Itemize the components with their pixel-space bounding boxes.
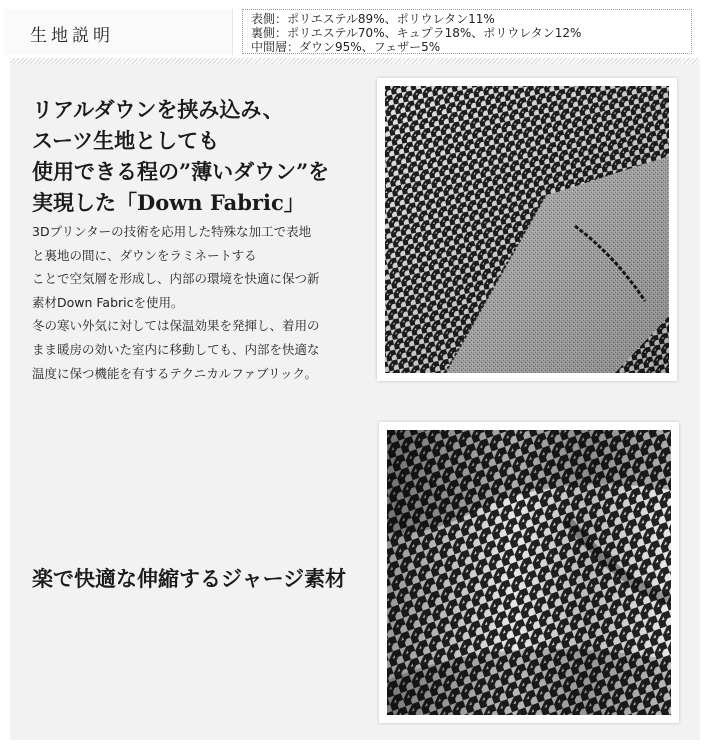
title-box <box>4 9 233 55</box>
houndstooth-seam-image <box>385 86 669 373</box>
down-fabric-heading <box>32 94 329 218</box>
fabric-header <box>0 0 710 60</box>
spec-lining: 裏側：ポリエステル70%、キュプラ18%、ポリウレタン12% <box>251 26 582 40</box>
houndstooth-jersey-image <box>387 430 671 715</box>
description-line: 素材Down Fabricを使用。 <box>32 294 184 310</box>
description-line: 冬の寒い外気に対しては保温効果を発揮し、着用の <box>32 318 320 334</box>
description-line: 3Dプリンターの技術を応用した特殊な加工で表地 <box>32 224 312 239</box>
fabric-photo-frame-1 <box>377 78 677 381</box>
material-spec-box <box>242 9 692 54</box>
houndstooth-jersey-photo <box>387 430 671 715</box>
down-fabric-description <box>32 220 320 385</box>
spec-middle: 中間層：ダウン95%、フェザー5% <box>251 40 441 54</box>
description-line: 温度に保つ機能を有するテクニカルファブリック。 <box>32 365 318 381</box>
heading-line: 実現した「Down Fabric」 <box>32 190 305 215</box>
section-title: 生地説明 <box>30 26 114 46</box>
description-line: ことで空気層を形成し、内部の環境を快適に保つ新 <box>32 271 320 287</box>
fabric-photo-frame-2 <box>379 422 679 723</box>
description-line: と裏地の間に、ダウンをラミネートする <box>32 247 257 263</box>
content-panel <box>10 64 700 740</box>
heading-line: 使用できる程の”薄いダウン”を <box>32 159 330 184</box>
jersey-heading: 楽で快適な伸縮するジャージ素材 <box>32 566 347 591</box>
heading-line: リアルダウンを挟み込み、 <box>32 97 284 122</box>
spec-outer: 表側：ポリエステル89%、ポリウレタン11% <box>251 12 495 26</box>
description-line: まま暖房の効いた室内に移動しても、内部を快適な <box>32 341 320 357</box>
heading-line: スーツ生地としても <box>32 128 220 153</box>
houndstooth-seam-photo <box>385 86 669 373</box>
